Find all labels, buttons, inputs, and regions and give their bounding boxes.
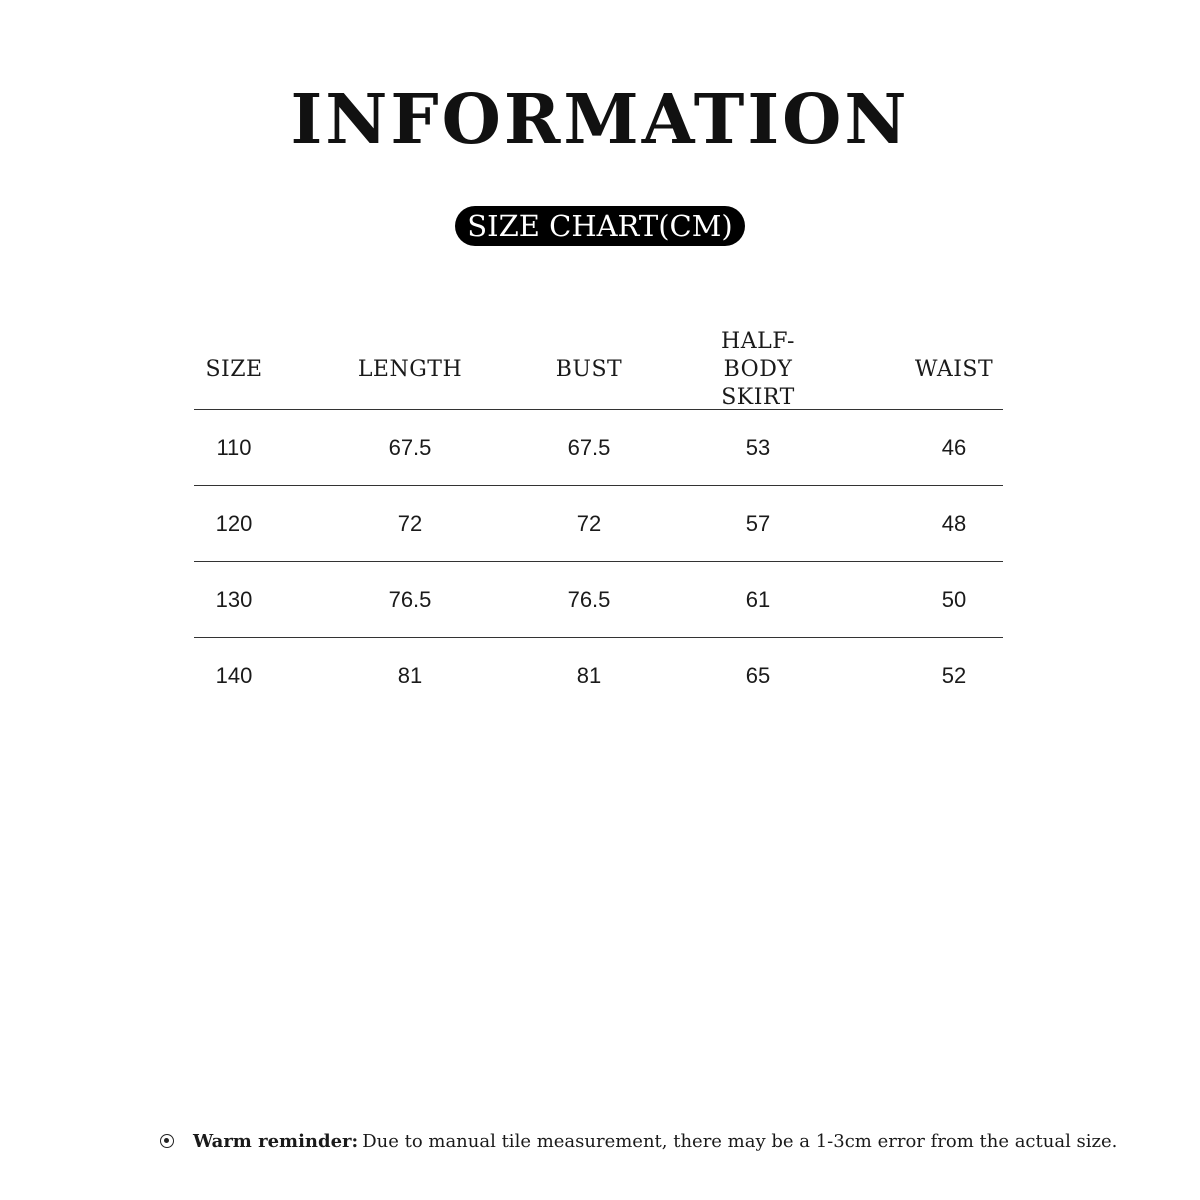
- cell-half-body-skirt: 53: [745, 434, 771, 460]
- header-half-body-skirt: HALF-BODY SKIRT: [721, 328, 795, 410]
- cell-size: 120: [215, 511, 253, 536]
- cell-half-body-skirt: 61: [745, 586, 771, 612]
- header-waist: WAIST: [914, 356, 994, 382]
- cell-waist: 50: [941, 586, 967, 612]
- cell-waist: 52: [941, 662, 967, 688]
- cell-bust: 67.5: [567, 434, 611, 460]
- cell-size: 130: [215, 587, 253, 612]
- cell-length: 67.5: [388, 434, 432, 460]
- cell-waist: 48: [941, 510, 967, 536]
- cell-length: 72: [397, 510, 423, 536]
- size-chart-badge-wrap: [0, 206, 1200, 246]
- cell-waist: 46: [941, 434, 967, 460]
- cell-bust: 72: [576, 510, 602, 536]
- reminder-label: Warm reminder:: [193, 1130, 359, 1152]
- reminder-text: Due to manual tile measurement, there may be a 1-3cm error from the actual size.: [362, 1130, 1118, 1152]
- cell-size: 110: [216, 435, 252, 460]
- table-row: [194, 638, 1003, 713]
- radio-bullet-icon: [160, 1134, 174, 1148]
- cell-length: 76.5: [388, 586, 432, 612]
- cell-bust: 76.5: [567, 586, 611, 612]
- cell-half-body-skirt: 57: [745, 510, 771, 536]
- header-length: LENGTH: [357, 356, 463, 382]
- cell-size: 140: [215, 663, 253, 688]
- size-chart-badge: SIZE CHART(CM): [455, 206, 744, 246]
- page-title: INFORMATION: [290, 80, 910, 160]
- cell-half-body-skirt: 65: [745, 662, 771, 688]
- table-row: [194, 410, 1003, 486]
- table-row: [194, 486, 1003, 562]
- size-table: [194, 330, 1003, 713]
- header-size: SIZE: [205, 356, 263, 382]
- cell-length: 81: [397, 662, 423, 688]
- table-row: [194, 562, 1003, 638]
- warm-reminder: [160, 1128, 1117, 1154]
- table-header: [194, 330, 1003, 410]
- header-bust: BUST: [555, 356, 623, 382]
- cell-bust: 81: [576, 662, 602, 688]
